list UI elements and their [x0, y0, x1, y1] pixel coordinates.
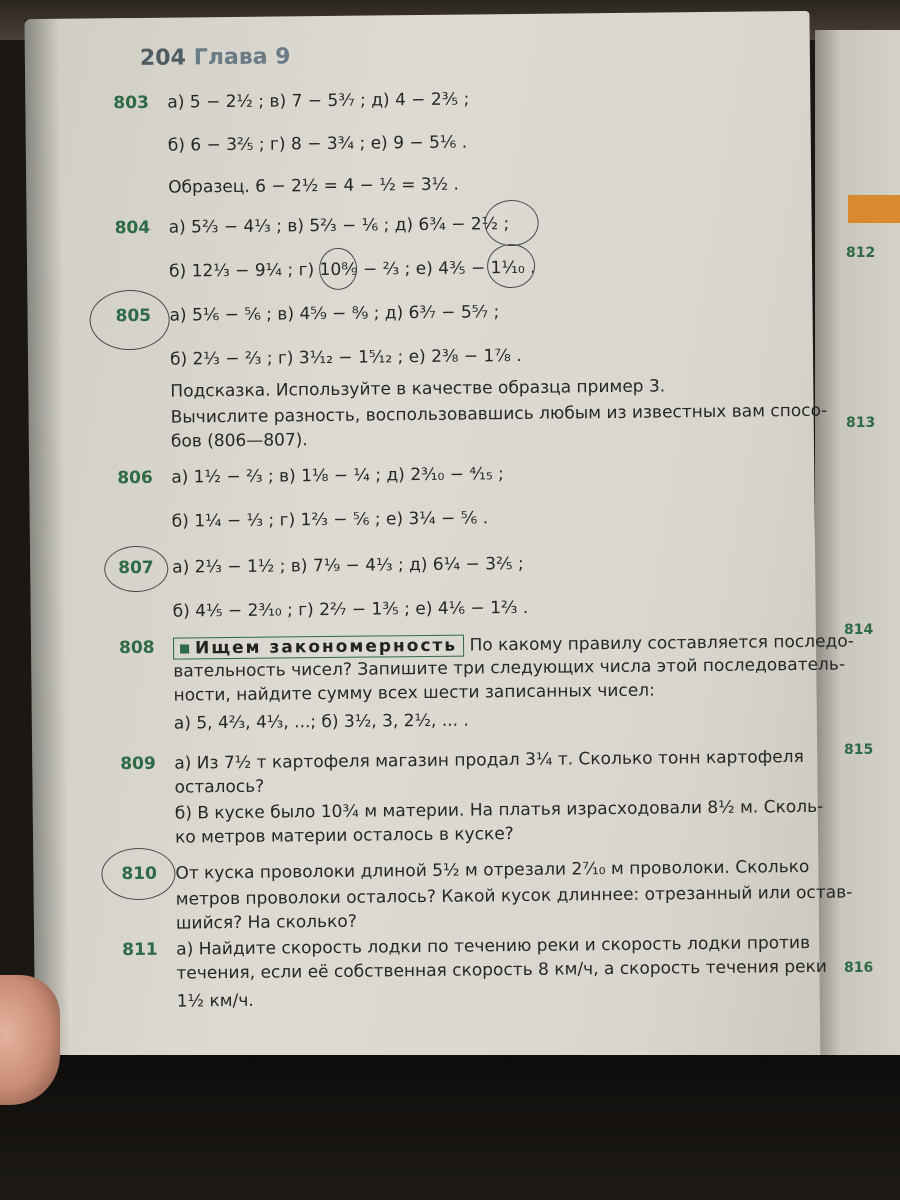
problem-number-811: 811: [122, 939, 158, 961]
problem-806-line-1: а) 1½ − ⅔ ; в) 1⅛ − ¼ ; д) 2³⁄₁₀ − ⁴⁄₁₅ ;: [171, 464, 504, 488]
problem-803-line-1: а) 5 − 2½ ; в) 7 − 5³⁄₇ ; д) 4 − 2³⁄₅ ;: [167, 89, 470, 113]
pencil-circle-804e: [487, 244, 535, 289]
problem-811-line-3: 1½ км/ч.: [176, 990, 254, 1012]
problem-809-line-3: б) В куске было 10¾ м материи. На платья израсходовали 8½ м. Сколь-: [174, 796, 824, 824]
page-gutter-shadow: [24, 19, 70, 1079]
problem-807-line-1: а) 2⅓ − 1½ ; в) 7⅑ − 4⅓ ; д) 6¼ − 3⅖ ;: [172, 553, 524, 578]
section-tag: Ищем закономерность: [173, 635, 464, 660]
textbook-page: [24, 11, 854, 1079]
right-problem-814: 814: [844, 622, 874, 638]
problem-number-809: 809: [120, 753, 156, 775]
problem-805-instruction-1: Вычислите разность, воспользовавшись любым из известных вам спосо-: [170, 400, 828, 428]
problem-808-line-2: вательность чисел? Запишите три следующих числа этой последователь-: [173, 654, 846, 682]
problem-808-line-3: ности, найдите сумму всех шести записанных чисел:: [173, 680, 655, 706]
problem-number-806: 806: [117, 467, 153, 489]
right-problem-813: 813: [846, 415, 876, 431]
problem-805-hint: Подсказка. Используйте в качестве образца пример 3.: [170, 376, 666, 402]
problem-805-line-2: б) 2⅓ − ⅔ ; г) 3¹⁄₁₂ − 1⁵⁄₁₂ ; е) 2⅜ − 1⅞ .: [169, 345, 522, 370]
problem-809-line-2: осталось?: [174, 776, 265, 798]
problem-number-808: 808: [118, 637, 155, 659]
chapter-title: Глава 9: [193, 44, 291, 71]
right-page-orange-band: [848, 195, 900, 223]
pencil-circle-804d: [484, 200, 538, 247]
page-header: [140, 44, 291, 71]
pencil-circle-804g: [319, 248, 357, 290]
right-page-edge: [815, 30, 900, 1110]
problem-805-instruction-2: бов (806—807).: [170, 430, 308, 452]
problem-811-line-1: а) Найдите скорость лодки по течению реки и скорость лодки против: [176, 932, 811, 960]
problem-804-line-2: б) 12⅓ − 9¼ ; г) 10⁸⁄₉ − ⅔ ; е) 4³⁄₅ − 1⅒ .: [169, 257, 536, 282]
problem-810-line-3: шийся? На сколько?: [175, 911, 357, 934]
problem-number-807: 807: [118, 557, 154, 579]
right-problem-815: 815: [844, 742, 874, 758]
problem-806-line-2: б) 1¼ − ⅓ ; г) 1⅔ − ⅚ ; е) 3¼ − ⅚ .: [171, 508, 489, 532]
page-number: 204: [139, 45, 186, 71]
right-problem-816: 816: [844, 960, 874, 976]
problem-number-804: 804: [114, 217, 151, 239]
problem-810-line-1: От куска проволоки длиной 5½ м отрезали 2⁷⁄₁₀ м проволоки. Сколько: [175, 856, 810, 884]
problem-number-810: 810: [121, 863, 158, 885]
problem-808-line-4: а) 5, 4⅔, 4⅓, ...; б) 3½, 3, 2½, ... .: [173, 710, 469, 734]
problem-number-805: 805: [115, 305, 152, 327]
problem-809-line-4: ко метров материи осталось в куске?: [174, 824, 514, 848]
pencil-circle-805: [89, 290, 170, 351]
background-bottom: [0, 1055, 900, 1200]
right-problem-812: 812: [846, 245, 876, 261]
problem-805-line-1: а) 5⅙ − ⁵⁄₆ ; в) 4⁵⁄₉ − ⁸⁄₉ ; д) 6³⁄₇ − 5⁵⁄₇ ;: [169, 302, 500, 326]
problem-807-line-2: б) 4⅕ − 2³⁄₁₀ ; г) 2²⁄₇ − 1⅗ ; е) 4⅙ − 1⅔ .: [172, 597, 529, 622]
problem-number-803: 803: [113, 92, 149, 114]
problem-810-line-2: метров проволоки осталось? Какой кусок длиннее: отрезанный или остав-: [175, 882, 853, 910]
problem-803-line-2: б) 6 − 3²⁄₅ ; г) 8 − 3³⁄₄ ; е) 9 − 5⅙ .: [167, 132, 468, 156]
problem-811-line-2: течения, если её собственная скорость 8 км/ч, а скорость течения реки: [176, 956, 827, 984]
problem-804-line-1: а) 5²⁄₃ − 4⅓ ; в) 5²⁄₃ − ⅙ ; д) 6¾ − 2½ ;: [168, 214, 510, 238]
problem-809-line-1: а) Из 7½ т картофеля магазин продал 3¼ т. Сколько тонн картофеля: [174, 747, 804, 774]
problem-803-example: Образец. 6 − 2½ = 4 − ½ = 3½ .: [168, 174, 460, 198]
pencil-circle-807: [104, 546, 168, 593]
pencil-circle-810: [101, 848, 176, 901]
problem-808-line-1: По какому правилу составляется последо-: [469, 631, 854, 656]
